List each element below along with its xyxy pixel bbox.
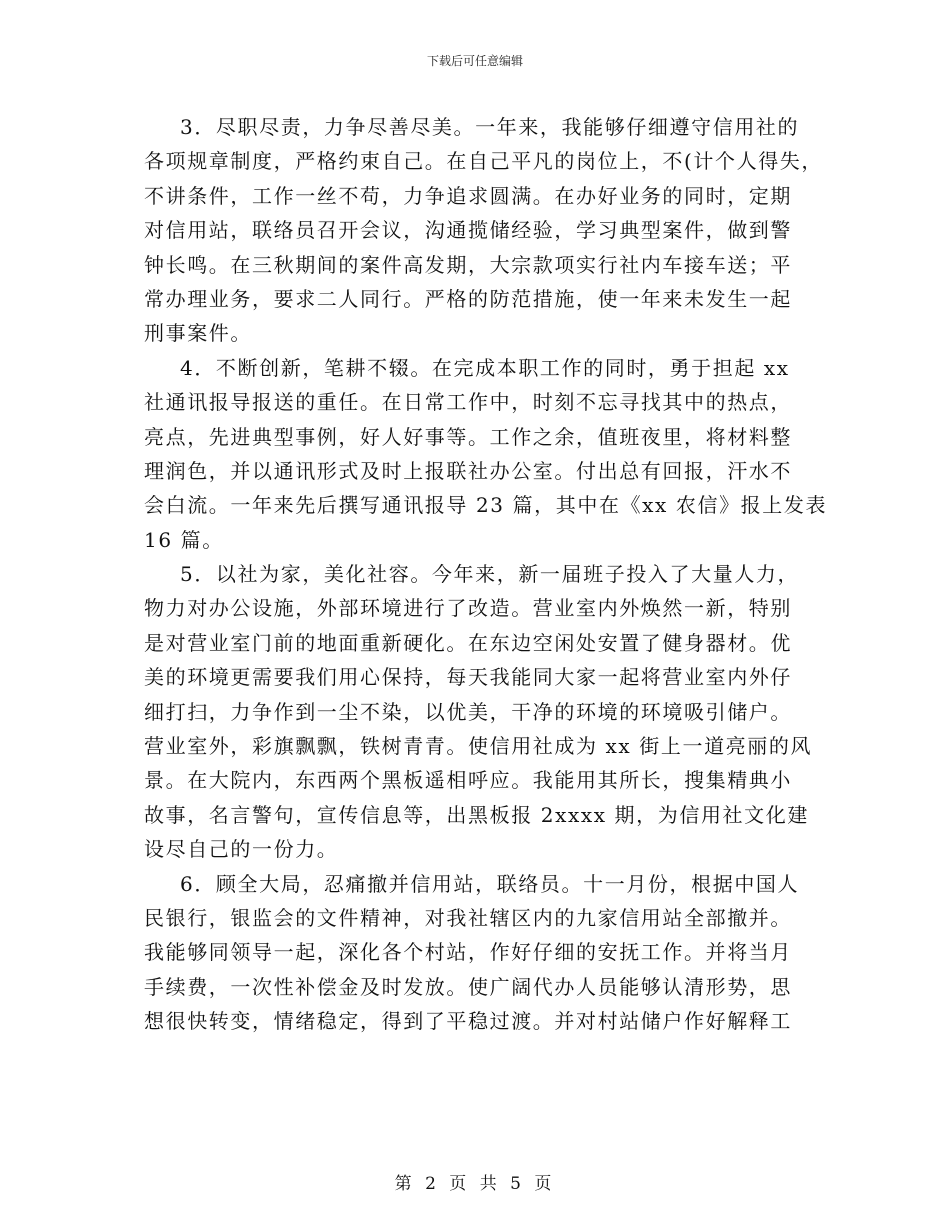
- page-number-footer: 第 2 页 共 5 页: [394, 1174, 556, 1194]
- text-line: 是对营业室门前的地面重新硬化。在东边空闲处安置了健身器材。优: [144, 630, 792, 655]
- paragraph-6: [144, 867, 824, 1039]
- text-line: 营业室外，彩旗飘飘，铁树青青。使信用社成为 xx 街上一道亮丽的风: [144, 734, 813, 759]
- text-line: 细打扫，力争作到一尘不染，以优美，干净的环境的环境吸引储户。: [144, 699, 792, 724]
- text-line: 会白流。一年来先后撰写通讯报导 23 篇，其中在《xx 农信》报上发表: [144, 493, 828, 518]
- text-line: 民银行，银监会的文件精神，对我社辖区内的九家信用站全部撤并。: [144, 905, 792, 930]
- text-line: 3．尽职尽责，力争尽善尽美。一年来，我能够仔细遵守信用社的: [180, 115, 800, 139]
- text-line: 社通讯报导报送的重任。在日常工作中，时刻不忘寻找其中的热点，: [144, 390, 792, 415]
- text-line: 美的环境更需要我们用心保持，每天我能同大家一起将营业室内外仔: [144, 665, 792, 690]
- text-line: 6．顾全大局，忍痛撤并信用站，联络员。十一月份，根据中国人: [180, 871, 800, 896]
- text-line: 刑事案件。: [144, 321, 252, 346]
- text-line: 亮点，先进典型事例，好人好事等。工作之余，值班夜里，将材料整: [144, 424, 792, 449]
- document-body: [144, 110, 828, 1039]
- text-line: 4．不断创新，笔耕不辍。在完成本职工作的同时，勇于担起 xx: [180, 355, 790, 380]
- text-line: 理润色，并以通讯形式及时上报联社办公室。付出总有回报，汗水不: [144, 458, 792, 483]
- text-line: 手续费，一次性补偿金及时发放。使广阔代办人员能够认清形势，思: [144, 974, 792, 999]
- text-line: 对信用站，联络员召开会议，沟通揽储经验，学习典型案件，做到警: [144, 218, 792, 243]
- page-header: 下载后可任意编辑: [426, 54, 523, 68]
- text-line: 不讲条件，工作一丝不苟，力争追求圆满。在办好业务的同时，定期: [144, 183, 792, 208]
- text-line: 故事，名言警句，宣传信息等，出黑板报 2xxxx 期，为信用社文化建: [144, 802, 809, 827]
- text-line: 景。在大院内，东西两个黑板遥相呼应。我能用其所长，搜集精典小: [144, 768, 792, 793]
- text-line: 5．以社为家，美化社容。今年来，新一届班子投入了大量人力，: [180, 562, 800, 587]
- text-line: 各项规章制度，严格约束自己。在自己平凡的岗位上，不(计个人得失，: [144, 149, 824, 174]
- text-line: 常办理业务，要求二人同行。严格的防范措施，使一年来未发生一起: [144, 286, 792, 311]
- paragraph-5: [144, 557, 824, 867]
- text-line: 想很快转变，情绪稳定，得到了平稳过渡。并对村站储户作好解释工: [144, 1009, 792, 1034]
- paragraph-4: [144, 351, 828, 557]
- text-line: 我能够同领导一起，深化各个村站，作好仔细的安抚工作。并将当月: [144, 940, 792, 965]
- text-line: 16 篇。: [144, 527, 224, 552]
- paragraph-3: [144, 110, 824, 351]
- text-line: 钟长鸣。在三秋期间的案件高发期，大宗款项实行社内车接车送；平: [144, 252, 792, 277]
- text-line: 设尽自己的一份力。: [144, 837, 339, 862]
- text-line: 物力对办公设施，外部环境进行了改造。营业室内外焕然一新，特别: [144, 596, 792, 621]
